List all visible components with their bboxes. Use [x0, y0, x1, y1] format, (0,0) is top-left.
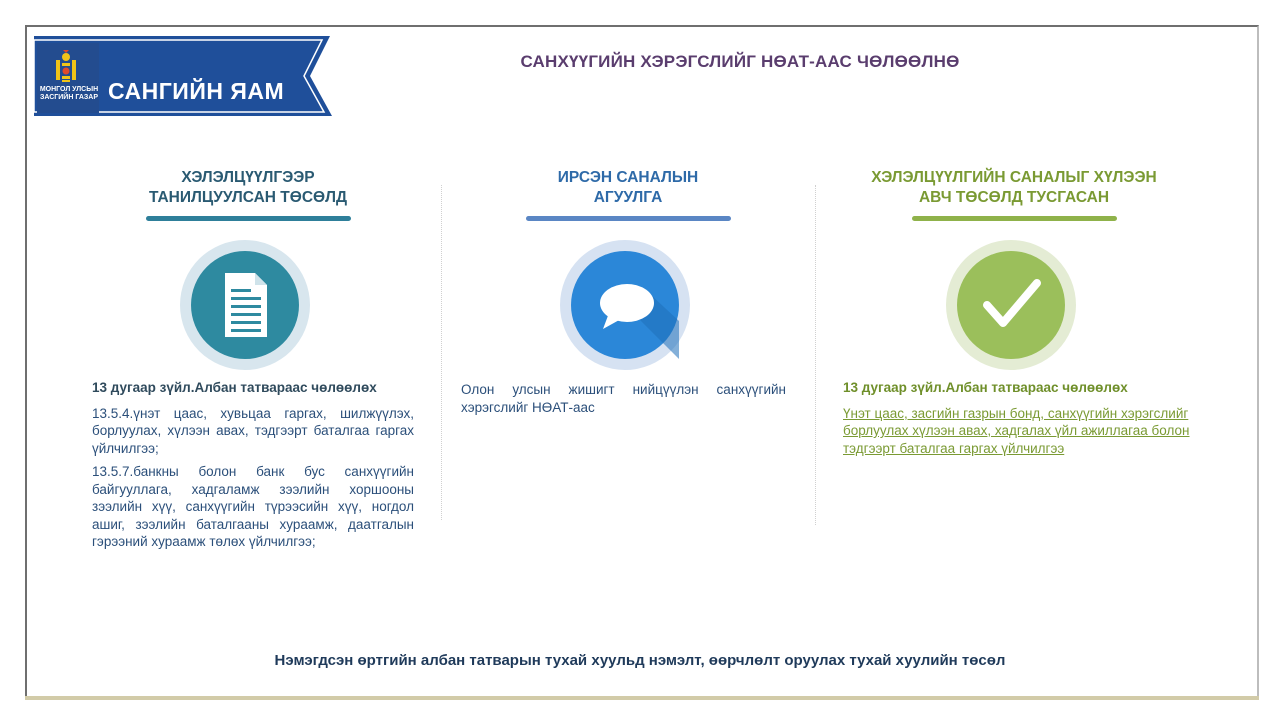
column-1-article-title: 13 дугаар зүйл.Албан татвараас чөлөөлөх — [92, 380, 377, 395]
ministry-name: САНГИЙН ЯАМ — [108, 78, 285, 104]
ministry-caption-1: МОНГОЛ УЛСЫН — [39, 86, 99, 93]
footer-law-title: Нэмэгдсэн өртгийн албан татварын тухай хуульд нэмэлт, өөрчлөлт оруулах тухай хуулийн төсөл — [274, 652, 1006, 669]
banner-shape — [34, 36, 334, 118]
ministry-caption-2: ЗАСГИЙН ГАЗАР — [39, 94, 99, 101]
column-3-text — [843, 379, 1219, 457]
column-1-paragraph-2: 13.5.7.банкны болон банк бус санхүүгийн байгууллага, хадгаламж зээлийн хоршооны зээлийн хүү, санхүүгийн түрээсийн хүү, ногдол ашиг, зээлийн баталгааны хураамж, даатгалын гэрээний хураамж төлөх үйлчилгээ; — [92, 464, 414, 549]
column-divider-1 — [441, 185, 442, 520]
column-3-underlined-paragraph: Үнэт цаас, засгийн газрын бонд, санхүүгийн хэрэгслийг борлуулах хүлээн авах, хадгалах үйл ажиллагаа болон тэдгээрт баталгаа гаргах үйлчилгээ — [843, 405, 1190, 456]
soyombo-emblem-icon — [54, 50, 78, 84]
column-3-heading-line-1: ХЭЛЭЛЦҮҮЛГИЙН САНАЛЫГ ХҮЛЭЭН — [871, 169, 1157, 186]
column-2-heading-line-2: АГУУЛГА — [593, 189, 663, 206]
column-3-heading-line-2: АВЧ ТӨСӨЛД ТУСГАСАН — [918, 189, 1110, 206]
column-1-text — [92, 379, 414, 557]
column-1-underline — [146, 216, 351, 221]
checkmark-circle — [946, 240, 1076, 370]
frame-bottom-border — [25, 696, 1259, 700]
checkmark-icon — [957, 251, 1065, 359]
document-circle — [180, 240, 310, 370]
column-introduced-draft — [98, 168, 398, 221]
speech-circle — [560, 240, 690, 370]
column-3-underline — [912, 216, 1117, 221]
page-title: САНХҮҮГИЙН ХЭРЭГСЛИЙГ НӨАТ-ААС ЧӨЛӨӨЛНӨ — [520, 52, 960, 71]
speech-bubble-icon — [571, 251, 679, 359]
ministry-banner — [34, 36, 334, 123]
column-2-underline — [526, 216, 731, 221]
column-divider-2 — [815, 185, 816, 525]
column-2-text — [461, 381, 786, 416]
column-3-article-title: 13 дугаар зүйл.Албан татвараас чөлөөлөх — [843, 380, 1128, 395]
column-2-heading-line-1: ИРСЭН САНАЛЫН — [557, 169, 699, 186]
column-accepted-proposals — [864, 168, 1164, 221]
column-1-paragraph-1: 13.5.4.үнэт цаас, хувьцаа гаргах, шилжүүлэх, борлуулах, хүлээн авах, тэдгээрт баталгаа гаргах үйлчилгээ; — [92, 405, 414, 456]
column-1-heading-line-2: ТАНИЛЦУУЛСАН ТӨСӨЛД — [149, 189, 347, 206]
column-1-heading-line-1: ХЭЛЭЛЦҮҮЛГЭЭР — [181, 169, 315, 186]
column-2-paragraph: Олон улсын жишигт нийцүүлэн санхүүгийн хэрэгслийг НӨАТ-аас — [461, 382, 786, 415]
column-received-proposals — [478, 168, 778, 221]
document-icon — [191, 251, 299, 359]
